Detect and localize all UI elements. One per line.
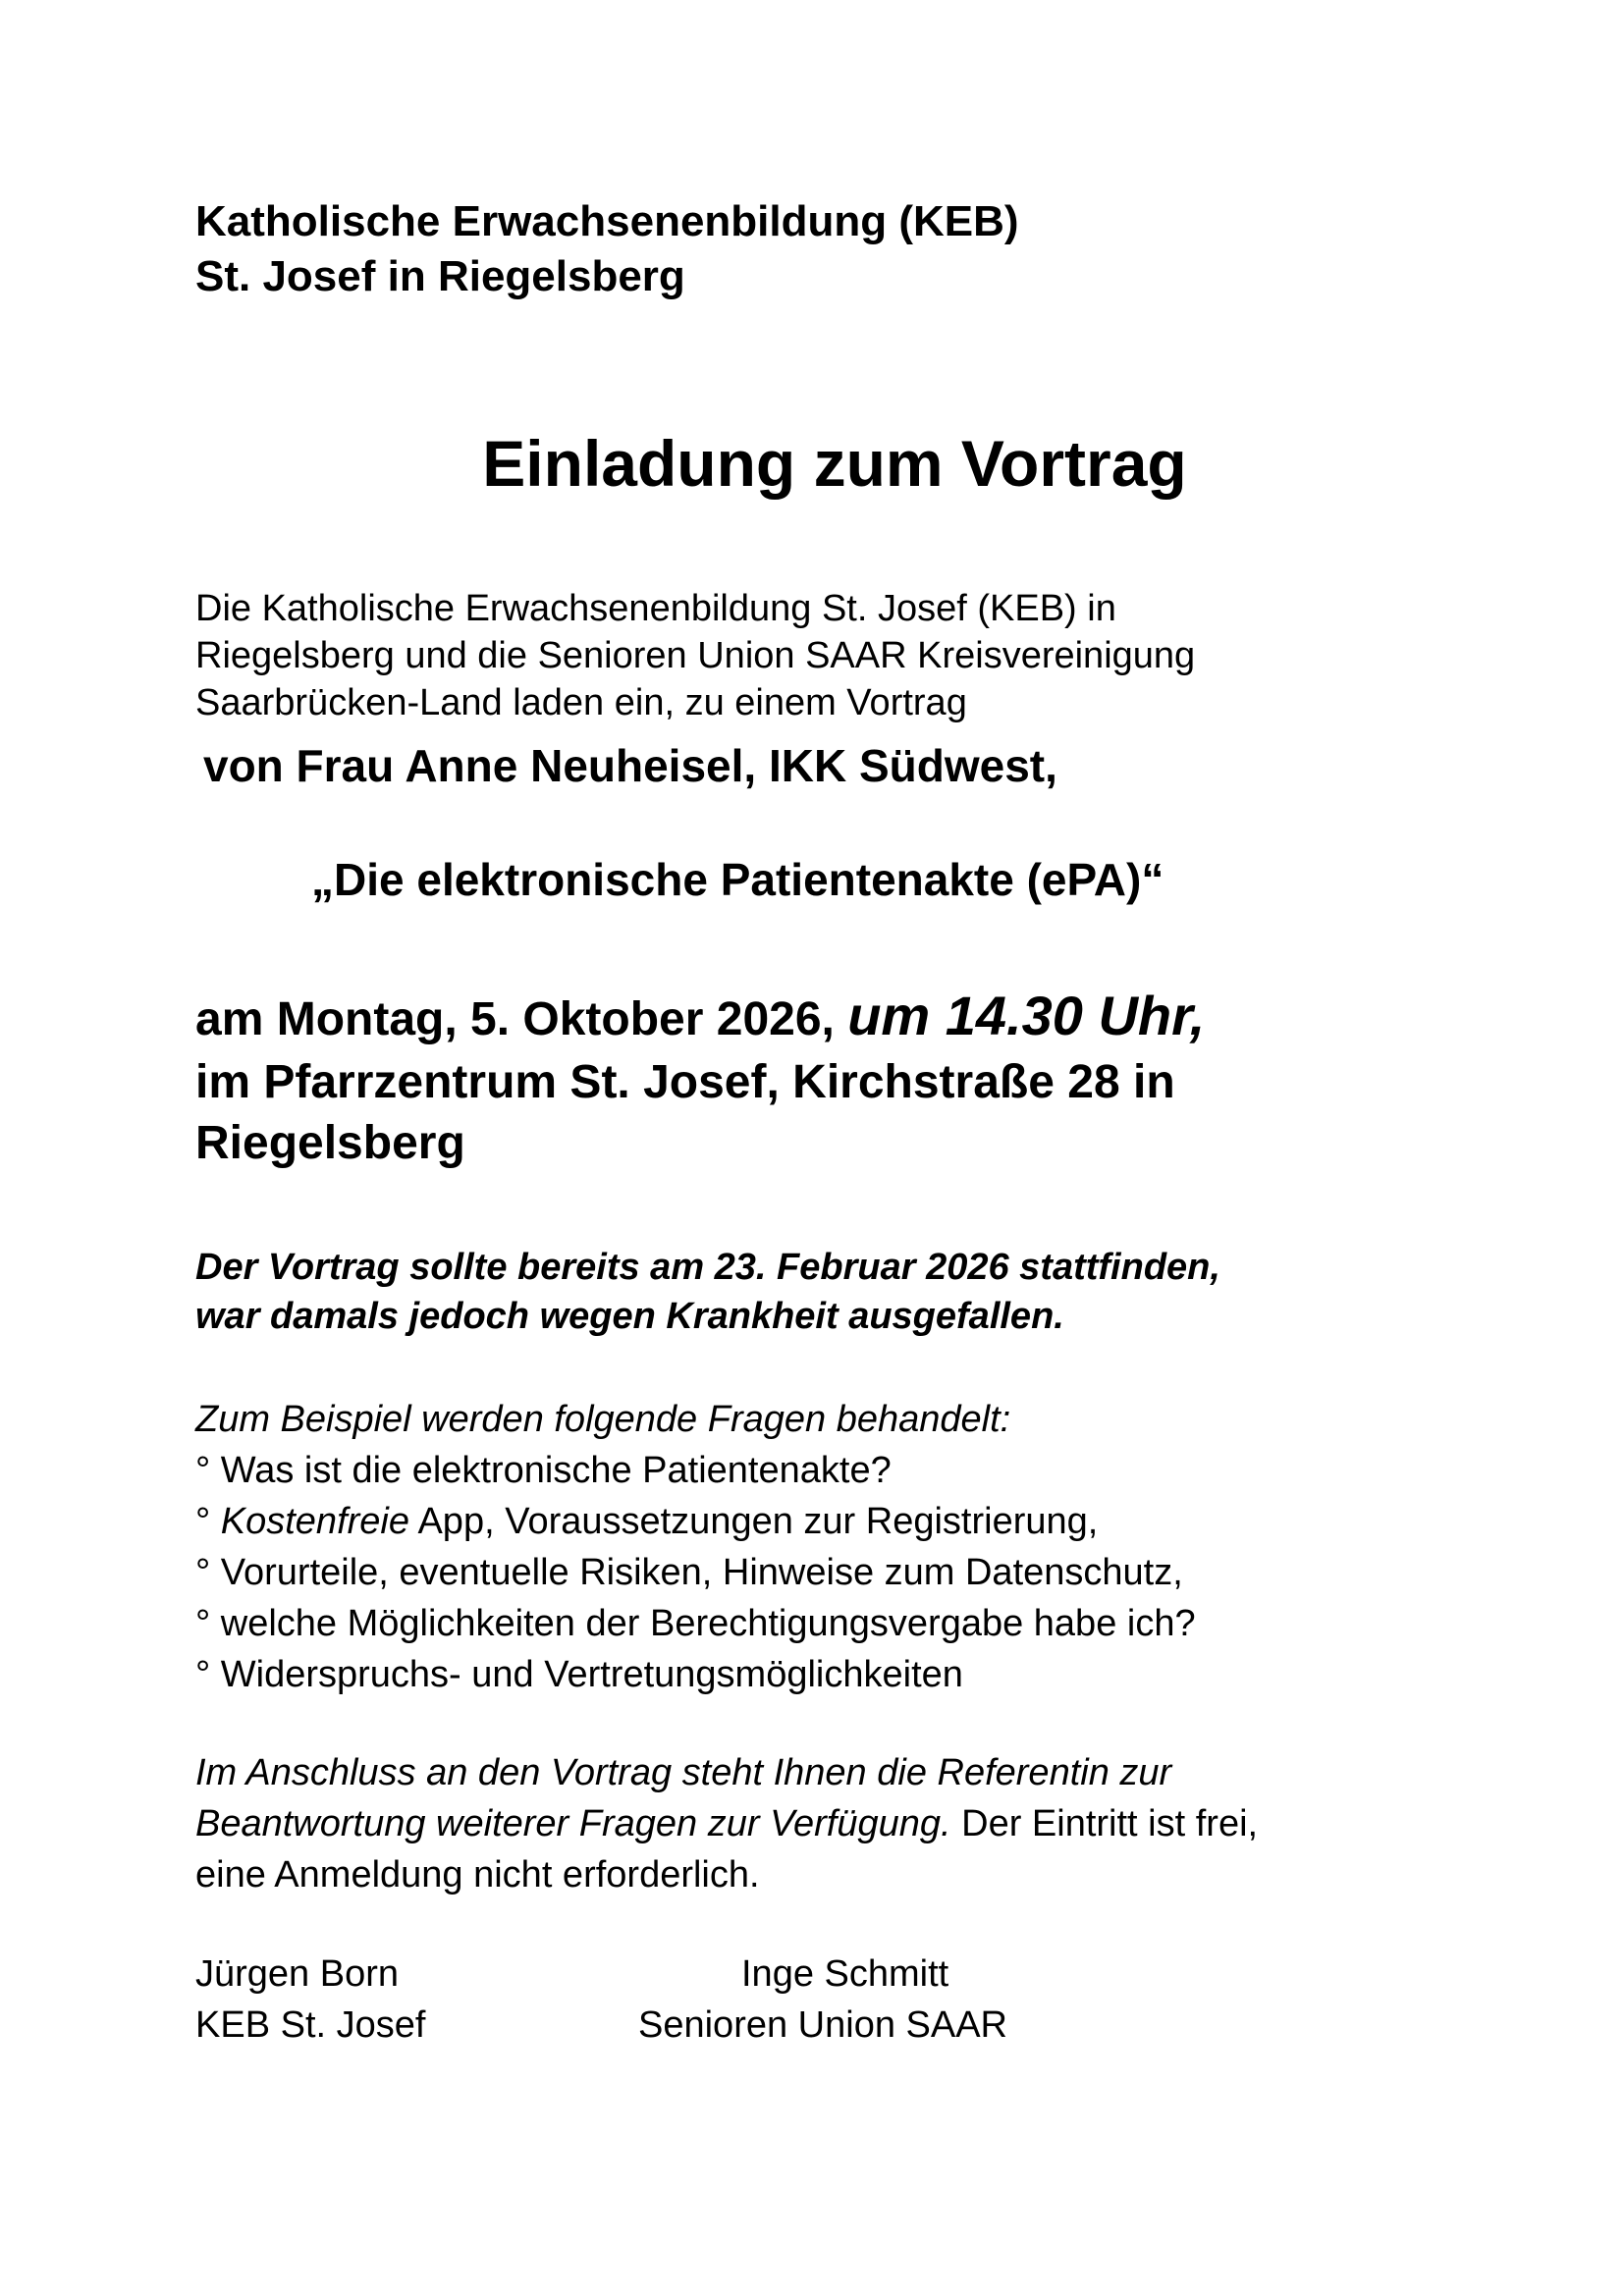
- list-item: [195, 1496, 1196, 1547]
- event-date: am Montag, 5. Oktober 2026,: [195, 993, 848, 1045]
- signature-right: [638, 1949, 1007, 2051]
- event-date-time: [195, 985, 1206, 1047]
- closing-paragraph: [195, 1747, 1258, 1900]
- event-time: um 14.30 Uhr,: [847, 985, 1206, 1046]
- organization-location: St. Josef in Riegelsberg: [195, 252, 685, 300]
- location-line: im Pfarrzentrum St. Josef, Kirchstraße 28 in: [195, 1056, 1175, 1108]
- note-line: war damals jedoch wegen Krankheit ausgefallen.: [195, 1296, 1064, 1337]
- emphasis-text: Kostenfreie: [220, 1501, 409, 1542]
- signatory-name: Inge Schmitt: [741, 1953, 949, 1995]
- closing-italic-text: Beantwortung weiterer Fragen zur Verfügung.: [195, 1803, 951, 1844]
- location-line: Riegelsberg: [195, 1117, 465, 1169]
- rescheduled-note: [195, 1243, 1220, 1341]
- list-item: ° welche Möglichkeiten der Berechtigungsvergabe habe ich?: [195, 1603, 1196, 1644]
- questions-heading: Zum Beispiel werden folgende Fragen behandelt:: [195, 1399, 1011, 1440]
- signatory-organization: KEB St. Josef: [195, 2004, 426, 2046]
- lecture-topic: „Die elektronische Patientenakte (ePA)“: [311, 854, 1164, 905]
- closing-line: Im Anschluss an den Vortrag steht Ihnen die Referentin zur: [195, 1752, 1172, 1793]
- page-title: Einladung zum Vortrag: [482, 427, 1187, 500]
- intro-paragraph: [195, 585, 1195, 726]
- signature-left: [195, 1949, 425, 2051]
- signatory-name: Jürgen Born: [195, 1953, 400, 1995]
- closing-line: eine Anmeldung nicht erforderlich.: [195, 1854, 760, 1896]
- questions-list: [195, 1394, 1196, 1700]
- signatory-organization: Senioren Union SAAR: [638, 2004, 1007, 2046]
- organization-name: Katholische Erwachsenenbildung (KEB): [195, 197, 1019, 245]
- list-item: ° Vorurteile, eventuelle Risiken, Hinweise zum Datenschutz,: [195, 1552, 1183, 1593]
- closing-text: Der Eintritt ist frei,: [950, 1803, 1259, 1844]
- intro-line: Saarbrücken-Land laden ein, zu einem Vortrag: [195, 682, 967, 723]
- event-location: [195, 1052, 1175, 1174]
- list-item-text: App, Voraussetzungen zur Registrierung,: [409, 1501, 1099, 1542]
- intro-line: Riegelsberg und die Senioren Union SAAR Kreisvereinigung: [195, 635, 1196, 676]
- intro-line: Die Katholische Erwachsenenbildung St. Josef (KEB) in: [195, 588, 1116, 629]
- list-item: ° Widerspruchs- und Vertretungsmöglichkeiten: [195, 1654, 963, 1695]
- closing-line: [195, 1798, 1258, 1849]
- note-line: Der Vortrag sollte bereits am 23. Februar 2026 stattfinden,: [195, 1247, 1220, 1288]
- list-bullet: °: [195, 1501, 221, 1542]
- speaker-line: von Frau Anne Neuheisel, IKK Südwest,: [203, 740, 1057, 791]
- list-item: ° Was ist die elektronische Patientenakte?: [195, 1450, 892, 1491]
